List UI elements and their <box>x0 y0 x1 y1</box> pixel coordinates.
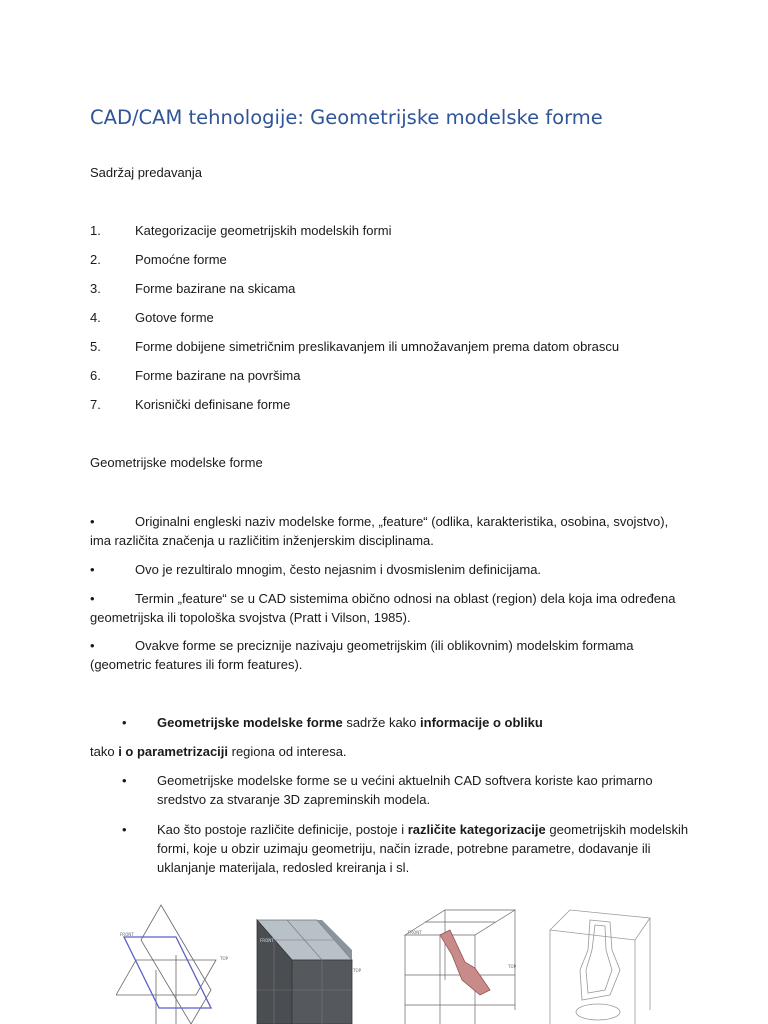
toc-number: 1. <box>90 223 101 238</box>
plain-text: regiona od interesa. <box>228 744 347 759</box>
bullet-text: Ovakve forme se preciznije nazivaju geometrijskim (ili oblikovnim) modelskim formama <box>135 638 634 653</box>
bullet-text: ima različita značenja u različitim inženjerskim disciplinama. <box>90 533 434 548</box>
bold-term: različite kategorizacije <box>407 822 546 837</box>
plain-text: geometrijskih modelskih <box>545 822 689 837</box>
toc-number: 3. <box>90 281 101 296</box>
bullet-line: uklanjanje materijala, redosled kreiranja i sl. <box>157 860 410 875</box>
svg-text:TOP: TOP <box>353 968 362 973</box>
section-heading: Geometrijske modelske forme <box>90 455 263 470</box>
bullet-text: Ovo je rezultiralo mnogim, često nejasnim i dvosmislenim definicijama. <box>135 562 542 577</box>
bullet-paragraph <box>90 636 633 674</box>
svg-text:FRONT: FRONT <box>408 930 422 935</box>
bullet-paragraph <box>90 512 668 550</box>
bullet-text <box>157 713 543 732</box>
plain-text: Kao što postoje različite definicije, postoje i <box>157 822 408 837</box>
toc-text: Korisnički definisane forme <box>135 397 291 412</box>
bullet-symbol: • <box>90 638 95 653</box>
bullet-text <box>157 771 653 809</box>
toc-text: Forme bazirane na skicama <box>135 281 296 296</box>
toc-number: 6. <box>90 368 101 383</box>
figure-strip <box>0 900 768 1024</box>
datum-plane-figure <box>116 900 236 1024</box>
svg-text:TOP: TOP <box>508 964 517 969</box>
document-title: CAD/CAM tehnologije: Geometrijske modelske forme <box>90 106 603 129</box>
toc-text: Pomoćne forme <box>135 252 227 267</box>
bullet-text: Originalni engleski naziv modelske forme, „feature“ (odlika, karakteristika, osobina, svojstvo), <box>135 514 669 529</box>
surface-feature-figure <box>400 900 520 1024</box>
toc-text: Gotove forme <box>135 310 214 325</box>
svg-text:FRONT: FRONT <box>120 932 134 937</box>
toc-text: Kategorizacije geometrijskih modelskih formi <box>135 223 392 238</box>
solid-block-figure <box>252 900 362 1024</box>
bullet-symbol: • <box>122 715 127 730</box>
bold-term: informacije o obliku <box>420 715 543 730</box>
bullet-text: (geometric features ili form features). <box>90 657 303 672</box>
contents-heading: Sadržaj predavanja <box>90 165 203 180</box>
bullet-line: sredstvo za stvaranje 3D zapreminskih modela. <box>157 792 431 807</box>
toc-number: 5. <box>90 339 101 354</box>
plain-text: tako <box>90 744 119 759</box>
toc-text: Forme dobijene simetričnim preslikavanjem ili umnožavanjem prema datom obrascu <box>135 339 620 354</box>
toc-number: 2. <box>90 252 101 267</box>
plain-text: sadrže kako <box>342 715 421 730</box>
bullet-line: formi, koje u obzir uzimaju geometriju, način izrade, potrebne parametre, dodavanje ili <box>157 841 651 856</box>
bullet-symbol: • <box>122 822 127 837</box>
bullet-paragraph <box>90 560 541 579</box>
bullet-line: Geometrijske modelske forme se u većini aktuelnih CAD softvera koriste kao primarno <box>157 773 653 788</box>
toc-text: Forme bazirane na površima <box>135 368 301 383</box>
bullet-text <box>157 820 688 877</box>
bullet-text: Termin „feature“ se u CAD sistemima obično odnosi na oblast (region) dela koja ima određena <box>135 591 676 606</box>
toc-number: 7. <box>90 397 101 412</box>
bullet-symbol: • <box>90 514 95 529</box>
bullet-symbol: • <box>90 562 95 577</box>
bullet-paragraph <box>90 589 676 627</box>
hidden-line-solid-figure <box>540 900 660 1024</box>
bullet-text: geometrijska ili topološka svojstva (Pratt i Vilson, 1985). <box>90 610 411 625</box>
bold-term: Geometrijske modelske forme <box>157 715 343 730</box>
bullet-symbol: • <box>122 773 127 788</box>
svg-text:FRONT: FRONT <box>260 938 274 943</box>
toc-number: 4. <box>90 310 101 325</box>
bold-term: i o parametrizaciji <box>118 744 229 759</box>
continuation-text <box>90 742 347 761</box>
bullet-symbol: • <box>90 591 95 606</box>
svg-text:TOP: TOP <box>220 956 229 961</box>
